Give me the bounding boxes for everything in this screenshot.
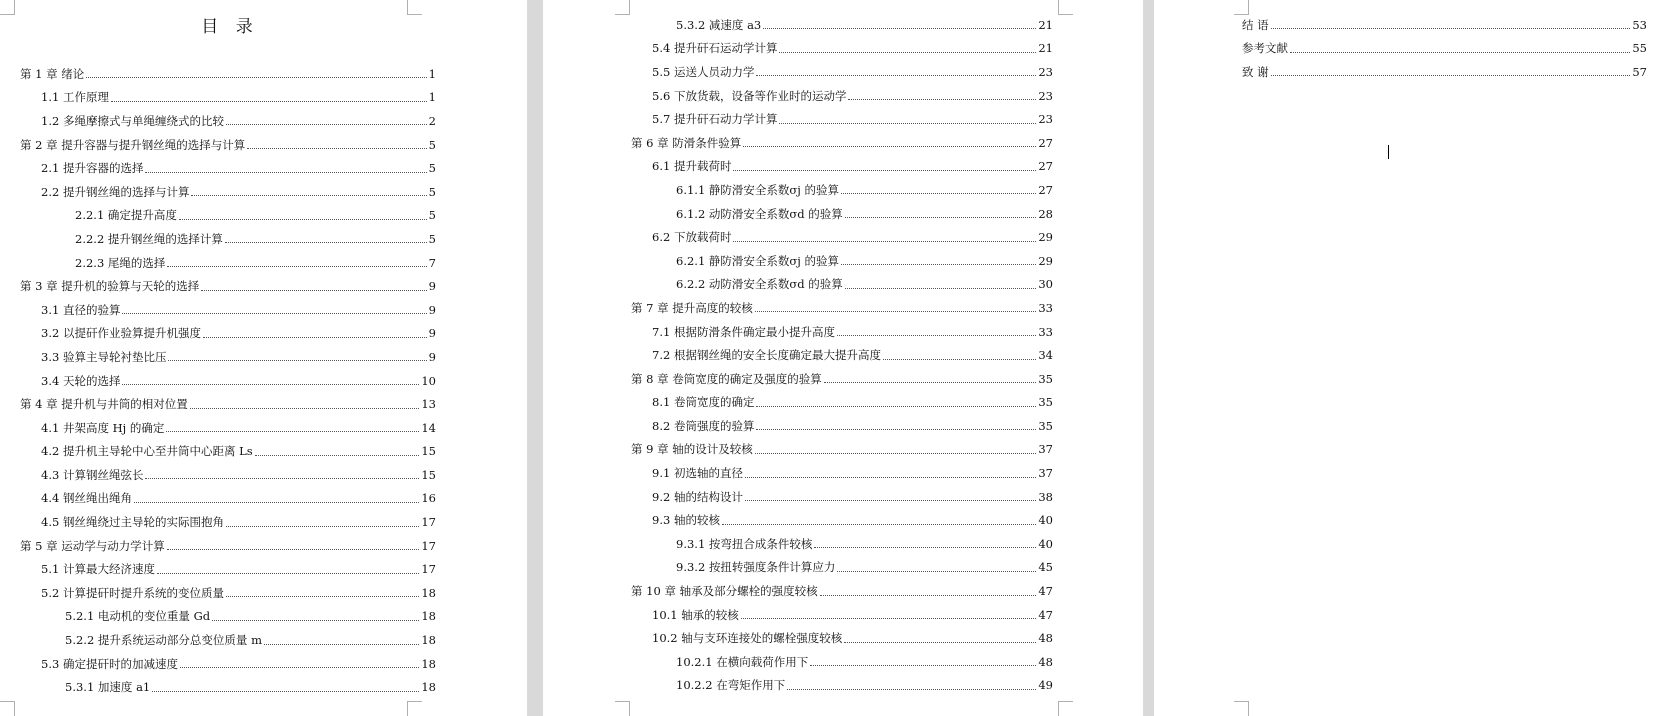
toc-entry[interactable]: 5.2.2 提升系统运动部分总变位质量 m 18 <box>65 633 436 648</box>
toc-list-page-1 <box>20 62 436 699</box>
text-cursor <box>1388 145 1389 159</box>
toc-entry[interactable]: 10.2 轴与支环连接处的螺栓强度较核 48 <box>652 631 1053 646</box>
page-corner-mark <box>615 701 630 716</box>
toc-entry[interactable]: 第 4 章 提升机与井筒的相对位置 13 <box>20 397 436 412</box>
toc-entry[interactable]: 5.6 下放货载，设备等作业时的运动学 23 <box>652 88 1053 103</box>
toc-entry[interactable]: 10.1 轴承的较核 47 <box>652 607 1053 622</box>
toc-entry[interactable]: 结 语 53 <box>1242 17 1647 32</box>
toc-entry[interactable]: 4.1 井架高度 Hj 的确定 14 <box>41 420 436 435</box>
toc-list-page-2 <box>631 13 1053 697</box>
toc-entry[interactable]: 6.1.1 静防滑安全系数σj 的验算 27 <box>676 182 1053 197</box>
toc-entry[interactable]: 5.2 计算提矸时提升系统的变位质量 18 <box>41 585 436 600</box>
toc-entry[interactable]: 2.1 提升容器的选择 5 <box>41 161 436 176</box>
toc-entry[interactable]: 5.3 确定提矸时的加减速度 18 <box>41 656 436 671</box>
toc-entry[interactable]: 8.1 卷筒宽度的确定 35 <box>652 395 1053 410</box>
toc-entry[interactable]: 4.3 计算钢丝绳弦长 15 <box>41 467 436 482</box>
toc-entry[interactable]: 9.1 初选轴的直径 37 <box>652 466 1053 481</box>
toc-entry[interactable]: 4.2 提升机主导轮中心至井筒中心距离 Ls 15 <box>41 444 436 459</box>
toc-list-page-3 <box>1242 13 1647 84</box>
toc-entry[interactable]: 3.2 以提矸作业验算提升机强度 9 <box>41 326 436 341</box>
toc-entry[interactable]: 8.2 卷筒强度的验算 35 <box>652 418 1053 433</box>
toc-entry[interactable]: 3.3 验算主导轮衬垫比压 9 <box>41 349 436 364</box>
toc-entry[interactable]: 3.1 直径的验算 9 <box>41 302 436 317</box>
toc-entry[interactable]: 6.2.2 动防滑安全系数σd 的验算 30 <box>676 277 1053 292</box>
toc-entry[interactable]: 7.2 根据钢丝绳的安全长度确定最大提升高度 34 <box>652 348 1053 363</box>
toc-entry[interactable]: 5.1 计算最大经济速度 17 <box>41 562 436 577</box>
toc-entry[interactable]: 第 9 章 轴的设计及较核 37 <box>631 442 1053 457</box>
toc-entry[interactable]: 第 7 章 提升高度的较核 33 <box>631 300 1053 315</box>
page-corner-mark <box>615 0 630 15</box>
toc-entry[interactable]: 9.3.1 按弯扭合成条件较核 40 <box>676 536 1053 551</box>
toc-entry[interactable]: 4.4 钢丝绳出绳角 16 <box>41 491 436 506</box>
toc-entry[interactable]: 2.2 提升钢丝绳的选择与计算 5 <box>41 184 436 199</box>
toc-entry[interactable]: 2.2.3 尾绳的选择 7 <box>75 255 436 270</box>
toc-entry[interactable]: 第 1 章 绪论 1 <box>20 66 436 81</box>
toc-entry[interactable]: 5.2.1 电动机的变位重量 Gd 18 <box>65 609 436 624</box>
toc-entry[interactable]: 2.2.2 提升钢丝绳的选择计算 5 <box>75 231 436 246</box>
toc-entry[interactable]: 6.1.2 动防滑安全系数σd 的验算 28 <box>676 206 1053 221</box>
toc-entry[interactable]: 4.5 钢丝绳绕过主导轮的实际围抱角 17 <box>41 515 436 530</box>
toc-entry[interactable]: 7.1 根据防滑条件确定最小提升高度 33 <box>652 324 1053 339</box>
toc-entry[interactable]: 2.2.1 确定提升高度 5 <box>75 208 436 223</box>
toc-entry[interactable]: 5.3.2 减速度 a3 21 <box>676 17 1053 32</box>
toc-title: 目 录 <box>201 17 259 37</box>
document-page-1 <box>0 0 527 716</box>
toc-entry[interactable]: 第 10 章 轴承及部分螺栓的强度较核 47 <box>631 584 1053 599</box>
page-corner-mark <box>1234 701 1249 716</box>
toc-entry[interactable]: 6.2 下放载荷时 29 <box>652 230 1053 245</box>
toc-entry[interactable]: 3.4 天轮的选择 10 <box>41 373 436 388</box>
toc-entry[interactable]: 5.4 提升矸石运动学计算 21 <box>652 41 1053 56</box>
toc-entry[interactable]: 1.2 多绳摩擦式与单绳缠绕式的比较 2 <box>41 113 436 128</box>
page-corner-mark <box>0 701 15 716</box>
toc-entry[interactable]: 第 8 章 卷筒宽度的确定及强度的验算 35 <box>631 371 1053 386</box>
toc-entry[interactable]: 参考文献 55 <box>1242 41 1647 56</box>
toc-entry[interactable]: 第 5 章 运动学与动力学计算 17 <box>20 538 436 553</box>
toc-entry[interactable]: 1.1 工作原理 1 <box>41 90 436 105</box>
toc-entry[interactable]: 5.5 运送人员动力学 23 <box>652 64 1053 79</box>
page-corner-mark <box>1058 0 1073 15</box>
toc-entry[interactable]: 9.3 轴的较核 40 <box>652 513 1053 528</box>
toc-entry[interactable]: 9.3.2 按扭转强度条件计算应力 45 <box>676 560 1053 575</box>
page-corner-mark <box>1058 701 1073 716</box>
toc-entry[interactable]: 9.2 轴的结构设计 38 <box>652 489 1053 504</box>
page-corner-mark <box>407 701 422 716</box>
toc-entry[interactable]: 5.7 提升矸石动力学计算 23 <box>652 112 1053 127</box>
toc-entry[interactable]: 5.3.1 加速度 a1 18 <box>65 680 436 695</box>
toc-entry[interactable]: 10.2.1 在横向载荷作用下 48 <box>676 654 1053 669</box>
toc-entry[interactable]: 第 3 章 提升机的验算与天轮的选择 9 <box>20 279 436 294</box>
document-page-2 <box>543 0 1143 716</box>
document-page-3 <box>1154 0 1675 716</box>
toc-entry[interactable]: 10.2.2 在弯矩作用下 49 <box>676 678 1053 693</box>
toc-entry[interactable]: 6.2.1 静防滑安全系数σj 的验算 29 <box>676 253 1053 268</box>
toc-entry[interactable]: 第 6 章 防滑条件验算 27 <box>631 135 1053 150</box>
toc-entry[interactable]: 致 谢 57 <box>1242 64 1647 79</box>
toc-entry[interactable]: 6.1 提升载荷时 27 <box>652 159 1053 174</box>
toc-entry[interactable]: 第 2 章 提升容器与提升钢丝绳的选择与计算 5 <box>20 137 436 152</box>
